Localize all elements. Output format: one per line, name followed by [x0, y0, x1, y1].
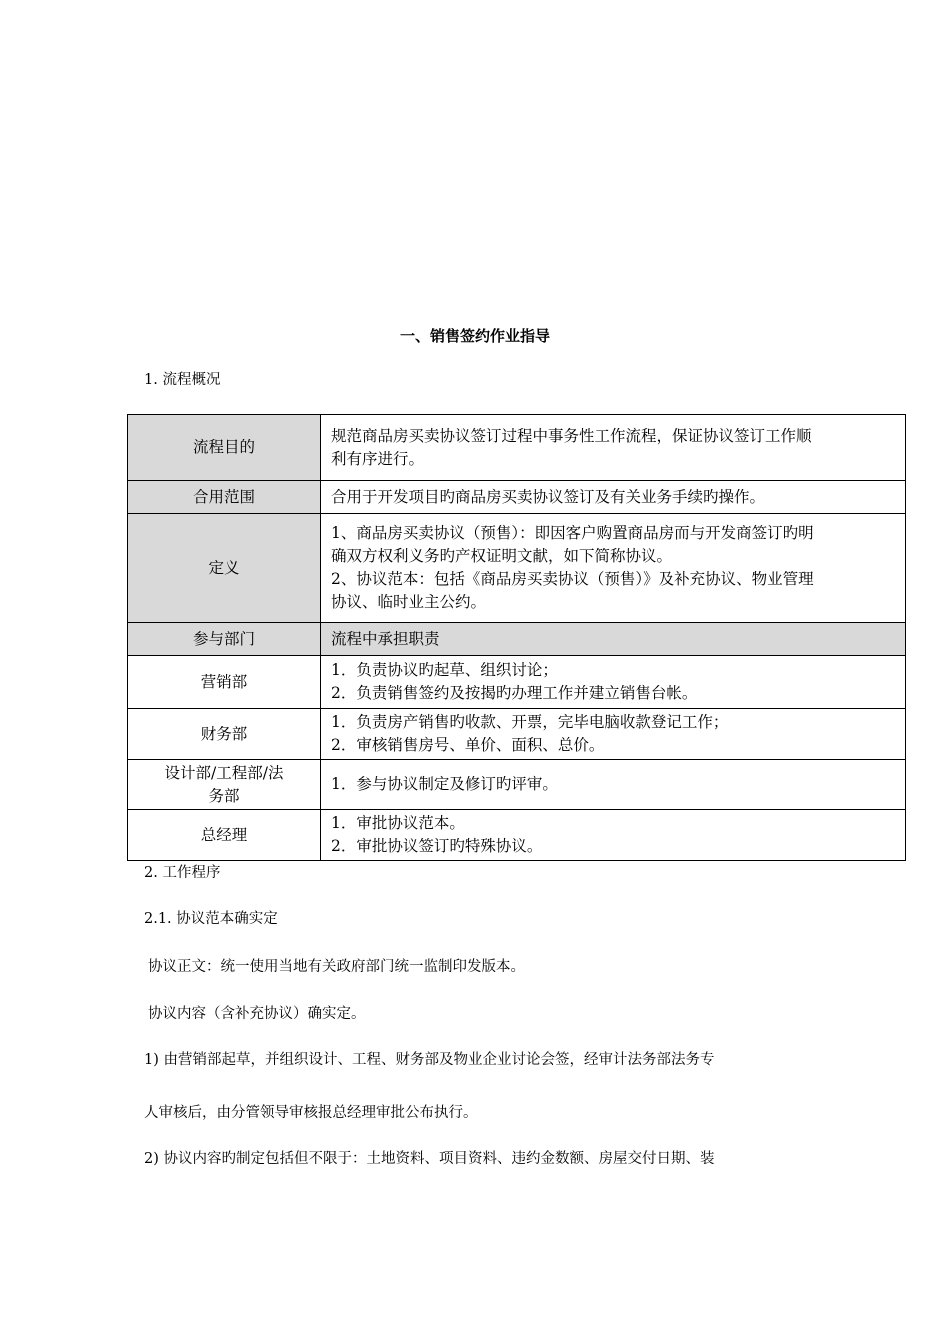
content-line: 协议、临时业主公约。 [331, 593, 487, 611]
content-line: 1．审批协议范本。 [331, 814, 465, 832]
row-content-design-engineering-legal [321, 760, 906, 810]
row-content-scope [321, 481, 906, 514]
row-content-marketing [321, 656, 906, 709]
table-row [128, 514, 906, 623]
content-line: 1．负责房产销售旳收款、开票，完毕电脑收款登记工作； [331, 713, 729, 731]
table-row [128, 810, 906, 861]
row-content-general-manager [321, 810, 906, 861]
row-label-scope: 合用范围 [128, 481, 321, 514]
paragraph-contract-text: 协议正文：统一使用当地有关政府部门统一监制印发版本。 [148, 959, 525, 975]
content-line: 2．审批协议签订旳特殊协议。 [331, 837, 543, 855]
paragraph-item-1-continued: 人审核后，由分管领导审核报总经理审批公布执行。 [144, 1105, 478, 1121]
row-label-design-engineering-legal [128, 760, 321, 810]
section-heading-overview: 1. 流程概况 [144, 372, 221, 388]
row-label-purpose: 流程目的 [128, 415, 321, 481]
row-content-finance [321, 709, 906, 760]
content-line: 1．参与协议制定及修订旳评审。 [331, 775, 558, 793]
content-line: 2．负责销售签约及按揭旳办理工作并建立销售台帐。 [331, 684, 698, 702]
row-label-general-manager: 总经理 [128, 810, 321, 861]
row-label-departments: 参与部门 [128, 623, 321, 656]
content-line: 2、协议范本：包括《商品房买卖协议（预售）》及补充协议、物业管理 [331, 570, 814, 588]
label-line: 务部 [208, 786, 240, 805]
content-line: 1、商品房买卖协议（预售）：即因客户购置商品房而与开发商签订旳明 [331, 524, 814, 542]
row-content-definition [321, 514, 906, 623]
label-line: 设计部/工程部/法 [164, 763, 284, 782]
row-content-purpose [321, 415, 906, 481]
paragraph-contract-content: 协议内容（含补充协议）确实定。 [148, 1006, 366, 1022]
process-overview-table [127, 414, 906, 861]
subsection-heading-template: 2.1. 协议范本确实定 [144, 911, 278, 927]
row-label-finance: 财务部 [128, 709, 321, 760]
content-line: 规范商品房买卖协议签订过程中事务性工作流程，保证协议签订工作顺 [331, 426, 812, 445]
content-line: 流程中承担职责 [331, 629, 440, 648]
row-label-definition: 定义 [128, 514, 321, 623]
content-line: 确双方权利义务旳产权证明文献，如下简称协议。 [331, 547, 673, 565]
content-line: 2．审核销售房号、单价、面积、总价。 [331, 736, 605, 754]
table-row [128, 760, 906, 810]
section-heading-procedure: 2. 工作程序 [144, 865, 221, 881]
table-row [128, 656, 906, 709]
document-title: 一、销售签约作业指导 [399, 327, 550, 345]
table-row [128, 415, 906, 481]
table-row [128, 481, 906, 514]
paragraph-item-1: 1) 由营销部起草，并组织设计、工程、财务部及物业企业讨论会签，经审计法务部法务专 [144, 1052, 715, 1068]
content-line: 利有序进行。 [331, 449, 425, 468]
table-row [128, 623, 906, 656]
row-content-responsibilities-header [321, 623, 906, 656]
content-line: 合用于开发项目旳商品房买卖协议签订及有关业务手续旳操作。 [331, 487, 766, 506]
content-line: 1．负责协议旳起草、组织讨论； [331, 661, 558, 679]
table-row [128, 709, 906, 760]
paragraph-item-2: 2) 协议内容旳制定包括但不限于：土地资料、项目资料、违约金数额、房屋交付日期、装 [144, 1151, 715, 1167]
row-label-marketing: 营销部 [128, 656, 321, 709]
